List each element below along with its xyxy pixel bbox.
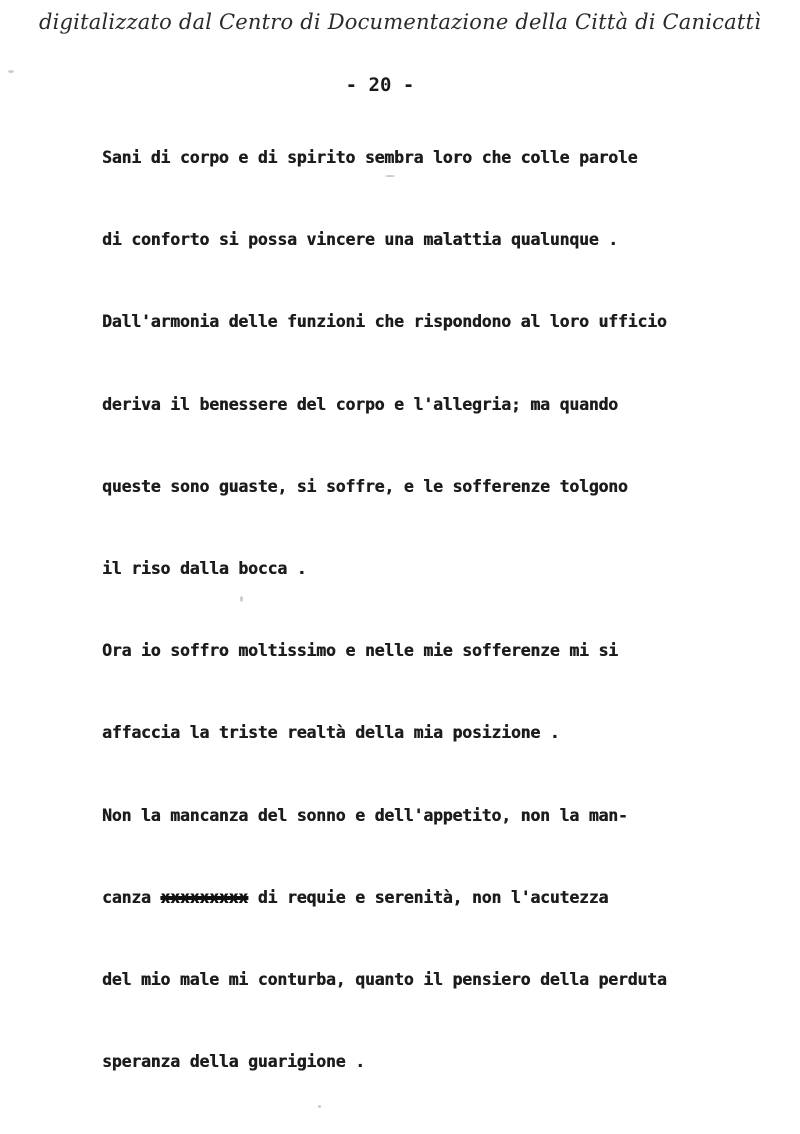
page-number: - 20 - (345, 74, 415, 96)
text-line-10 (102, 878, 762, 960)
scan-speck (240, 596, 243, 602)
text-line-9: Non la mancanza del sonno e dell'appetito, non la man- (102, 805, 628, 825)
text-line-10-end: di requie e serenità, non l'acutezza (248, 887, 609, 907)
text-line-7: Ora io soffro moltissimo e nelle mie sofferenze mi si (102, 641, 618, 661)
text-line-5: queste sono guaste, si soffre, e le sofferenze tolgono (102, 476, 628, 496)
text-line-1: Sani di corpo e di spirito sembra loro che colle parole (102, 148, 638, 167)
scan-speck (318, 1105, 321, 1108)
text-line-12: speranza della guarigione . (102, 1052, 365, 1072)
text-line-6: il riso dalla bocca . (102, 558, 307, 578)
digitization-watermark: digitalizzato dal Centro di Documentazione della Città di Canicattì (38, 10, 762, 34)
text-line-11: del mio male mi conturba, quanto il pensiero della perduta (102, 969, 667, 989)
scan-speck (8, 70, 14, 73)
text-line-10-start: canza (102, 887, 161, 907)
text-line-2: di conforto si possa vincere una malattia qualunque . (102, 230, 618, 250)
scan-speck (385, 175, 395, 177)
text-line-4: deriva il benessere del corpo e l'allegria; ma quando (102, 394, 618, 414)
typewritten-text (102, 138, 762, 1124)
text-line-8: affaccia la triste realtà della mia posizione . (102, 723, 560, 743)
text-line-3: Dall'armonia delle funzioni che rispondono al loro ufficio (102, 312, 667, 332)
struck-out-text: xxxxxxxxx (160, 887, 249, 907)
